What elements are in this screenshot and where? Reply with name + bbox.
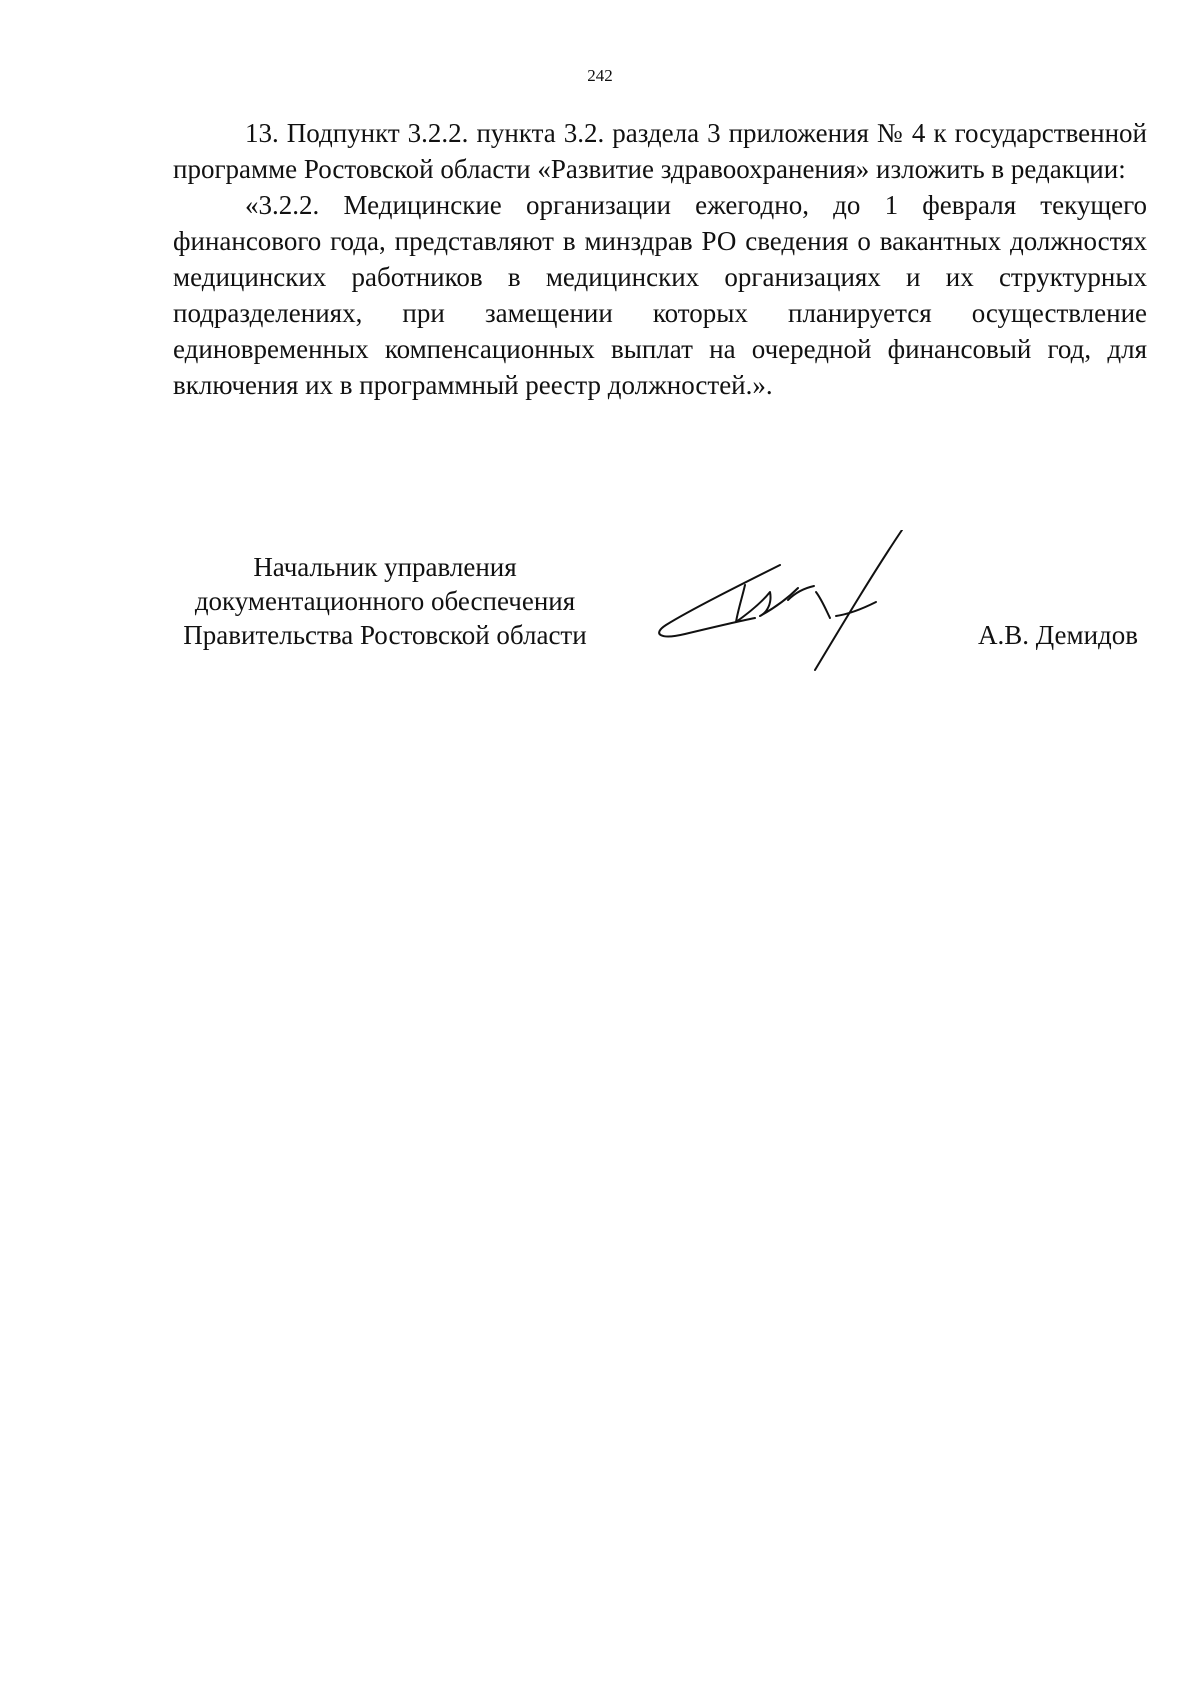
- quoted-clause-paragraph: «3.2.2. Медицинские организации ежегодно, до 1 февраля текущего финансового года, представляют в минздрав РО сведения о вакантных должностях медицинских работников в медицинских организациях и их структурных подразделениях, при замещении которых планируется осуществление единовременных компенсационных выплат на очередной финансовый год, для включения их в программный реестр должностей.».: [173, 190, 1147, 400]
- signer-title-line: Правительства Ростовской области: [183, 620, 587, 650]
- amendment-paragraph: 13. Подпункт 3.2.2. пункта 3.2. раздела 3 приложения № 4 к государственной программе Ростовской области «Развитие здравоохранения» изложить в редакции:: [173, 118, 1147, 184]
- signer-title: [160, 550, 610, 652]
- signature-block: [0, 550, 1200, 700]
- handwritten-signature-icon: [650, 530, 950, 710]
- signer-name: А.В. Демидов: [978, 620, 1139, 650]
- document-body: [173, 115, 1147, 403]
- page-number: 242: [587, 66, 613, 85]
- signer-title-line: документационного обеспечения: [194, 586, 576, 616]
- signer-title-line: Начальник управления: [253, 552, 517, 582]
